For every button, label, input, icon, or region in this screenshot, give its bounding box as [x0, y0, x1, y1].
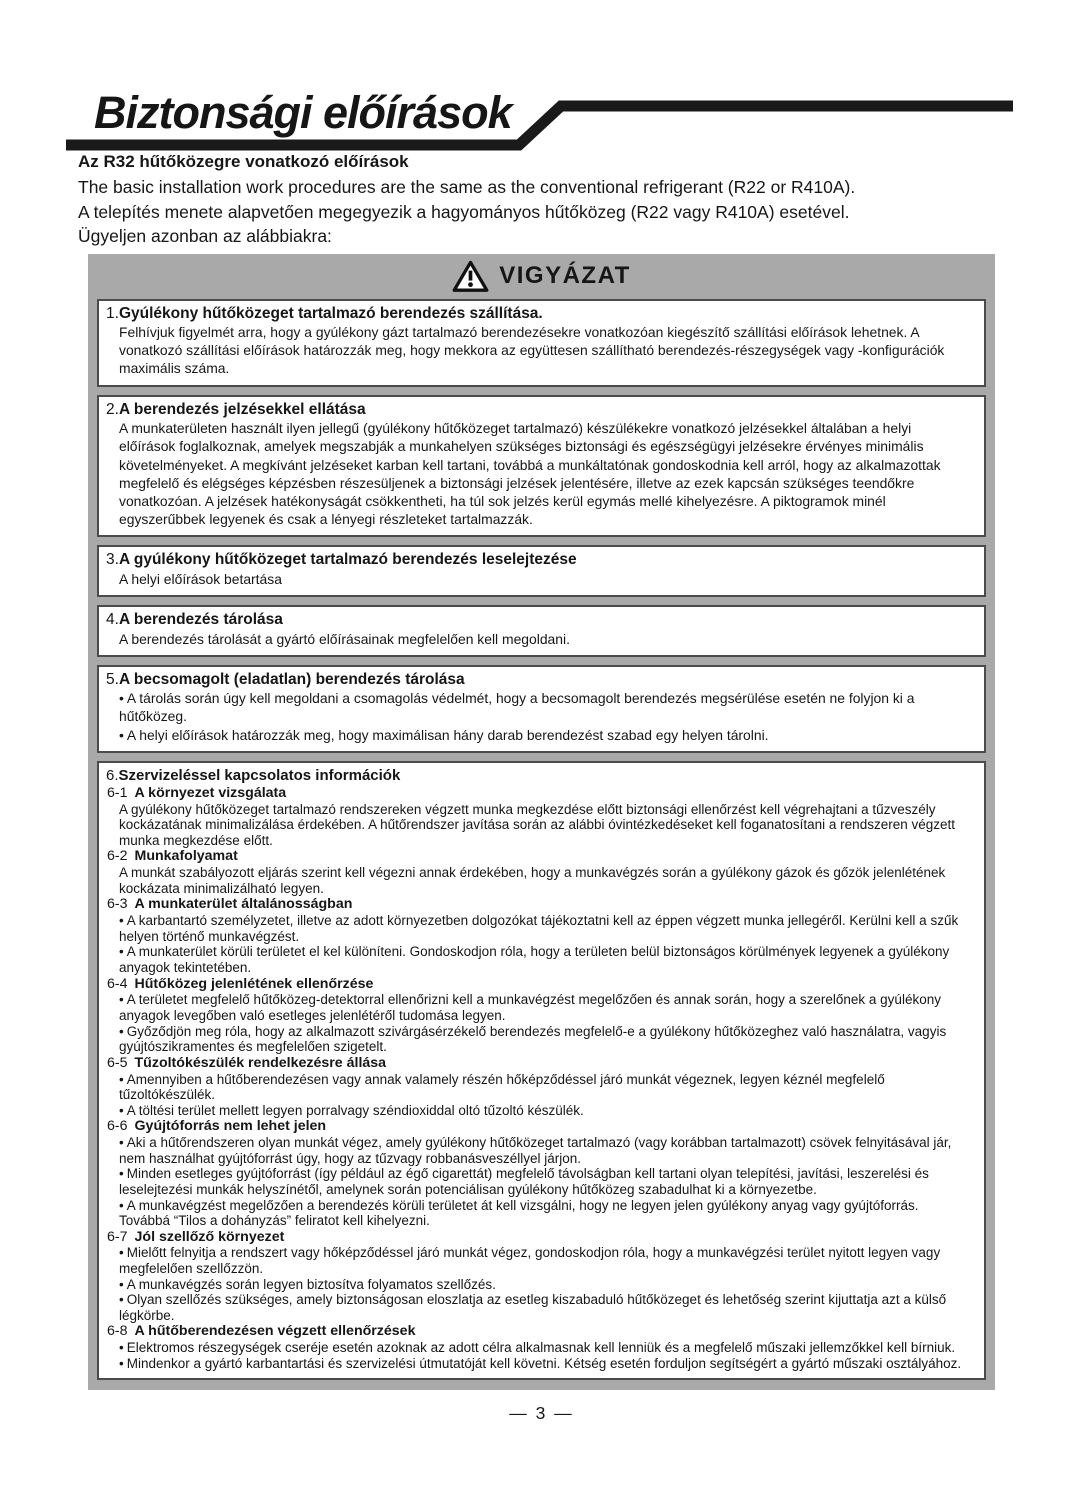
section-title: Szervizeléssel kapcsolatos információk	[118, 766, 401, 784]
section-body	[106, 323, 972, 378]
subsection-title: A hűtőberendezésen végzett ellenőrzések	[134, 1323, 416, 1340]
section-heading	[106, 550, 972, 570]
bullet-item: • A munkavégzést megelőzően a berendezés körüli területet át kell vizsgálni, hogy ne legyen jelen gyúlékony anyag vagy gyújtóforrás. Továbbá “Tilos a dohányzás” feliratot kell kihelyezni.	[119, 1198, 968, 1229]
subsection-title: Jól szellőző környezet	[134, 1228, 285, 1245]
bullet-item: • Mielőtt felnyitja a rendszert vagy hőképződéssel járó munkát végez, gondoskodjon róla, hogy a munkavégzési terület nyitott legyen vagy megfelelően szellőzzön.	[119, 1245, 968, 1276]
bullet-item: • A töltési terület mellett legyen porralvagy széndioxiddal oltó tűzoltó készülék.	[119, 1103, 968, 1119]
section-number: 1.	[106, 304, 119, 322]
subsection-title: A munkaterület általánosságban	[134, 896, 353, 913]
bullet-item: • Aki a hűtőrendszeren olyan munkát végez, amely gyúlékony hűtőközeget tartalmazó (vagy korábban tartalmazott) csövek felnyitásával jár, nem használhat gyújtóforrást úgy, hogy az tűzvagy robbanásveszéllyel járjon.	[119, 1135, 968, 1166]
section-body	[106, 570, 972, 588]
section-heading	[106, 304, 972, 324]
warning-triangle-icon	[452, 260, 489, 293]
subsection-heading	[107, 848, 972, 865]
paragraph: A munkaterületen használt ilyen jellegű (gyúlékony hűtőközeget tartalmazó) készülékekre vonatkozó jelzésekkel általában a helyi előírások foglalkoznak, amelyek megszabják a munkahelyen szükséges biztonsági és egészségügyi jelzésekre érvényes minimális követelményeket. A megkívánt jelzéseket karban kell tartani, továbbá a munkáltatónak gondoskodnia kell arról, hogy az alkalmazottak megfelelő és elégséges képzésben részesüljenek a biztonsági jelzések jelentésére, illetve az ezek kapcsán szükséges teendőkre vonatkozóan. A jelzések hatékonyságát csökkentheti, ha túl sok jelzés kerül egymás mellé kihelyezésre. A piktogramok minél egyszerűbbek legyenek és csak a lényegi részleteket tartalmazzák.	[119, 420, 941, 528]
subsection-number: 6-8	[107, 1323, 128, 1340]
section-number: 3.	[106, 551, 119, 569]
intro-line: Ügyeljen azonban az alábbiakra:	[78, 226, 332, 246]
section-heading	[106, 610, 972, 630]
section-number: 5.	[106, 670, 119, 688]
bullet-item: • Mindenkor a gyártó karbantartási és szervizelési útmutatóját kell követni. Kétség esetén forduljon segítségért a gyártó műszaki osztályához.	[119, 1356, 968, 1372]
intro-subtitle: Az R32 hűtőközegre vonatkozó előírások	[78, 152, 409, 171]
section-heading	[106, 400, 972, 420]
section-title: A becsomagolt (eladatlan) berendezés tárolása	[118, 670, 465, 688]
subsection-number: 6-1	[107, 784, 128, 801]
paragraph: Felhívjuk figyelmét arra, hogy a gyúlékony gázt tartalmazó berendezésekre vonatkozóan kiegészítő szállítási előírások lehetnek. A vonatkozó szállítási előírások határozzák meg, hogy mekkora az együttesen szállítható berendezés-részegységek vagy -konfigurációk maximális száma.	[119, 324, 945, 377]
subsection-heading	[107, 1323, 972, 1340]
warning-section-box	[97, 665, 986, 753]
section-heading	[106, 766, 972, 785]
bullet-item: • Olyan szellőzés szükséges, amely biztonságosan eloszlatja az esetleg kiszabaduló hűtőközeget és lehetőség szerint kijuttatja azt a külső légkörbe.	[119, 1292, 968, 1323]
section-body	[106, 785, 972, 1372]
warning-section-box	[97, 545, 986, 597]
bullet-item: • A munkavégzés során legyen biztosítva folyamatos szellőzés.	[119, 1277, 968, 1293]
warning-header	[97, 254, 986, 299]
warning-section-box	[97, 299, 986, 387]
intro-section	[78, 152, 1023, 249]
warning-section-box	[97, 605, 986, 657]
warning-section-box	[97, 395, 986, 538]
subsection-number: 6-2	[107, 848, 128, 865]
subsection-heading	[107, 976, 972, 993]
subsection-heading	[107, 1229, 972, 1246]
paragraph: A helyi előírások betartása	[119, 570, 282, 587]
subsection-heading	[107, 896, 972, 913]
page-number: — 3 —	[509, 1403, 574, 1423]
bullet-item: • Győződjön meg róla, hogy az alkalmazott szivárgásérzékelő berendezés megfelelő-e a gyúlékony hűtőközeghez való használatra, vagyis gyújtószikramentes és megfelelően szigetelt.	[119, 1024, 968, 1055]
section-number: 4.	[106, 611, 119, 629]
bullet-item: • A tárolás során úgy kell megoldani a csomagolás védelmét, hogy a becsomagolt berendezés megsérülése esetén ne folyjon ki a hűtőközeg.	[119, 689, 968, 725]
bullet-item: • A területet megfelelő hűtőközeg-detektorral ellenőrizni kell a munkavégzést megelőzően és annak során, hogy a szerelőnek a gyúlékony anyagok levegőben való esetleges jelenlétéről tudomása legyen.	[119, 992, 968, 1023]
bullet-item: • A karbantartó személyzetet, illetve az adott környezetben dolgozókat tájékoztatni kell az éppen végzett munka jellegéről. Kerülni kell a szűk helyen történő munkavégzést.	[119, 913, 968, 944]
bullet-item: • A munkaterület körüli területet el kel különíteni. Gondoskodjon róla, hogy a területen belül biztonságos körülmények legyenek a gyúlékony anyagok tekintetében.	[119, 944, 968, 975]
page-title: Biztonsági előírások	[94, 87, 512, 138]
section-title: A berendezés jelzésekkel ellátása	[118, 400, 366, 418]
subsection-heading	[107, 1118, 972, 1135]
section-title: A berendezés tárolása	[118, 611, 283, 629]
subsection-number: 6-3	[107, 896, 128, 913]
subsection-title: Gyújtóforrás nem lehet jelen	[134, 1118, 327, 1135]
section-body	[106, 630, 972, 648]
intro-line: The basic installation work procedures are the same as the conventional refrigerant (R22 or R410A).	[78, 177, 856, 197]
subsection-heading	[107, 1055, 972, 1072]
paragraph: A munkát szabályozott eljárás szerint kell végezni annak érdekében, hogy a munkavégzés során a gyúlékony gázok és gőzök jelenlétének kockázata minimalizálható legyen.	[119, 865, 946, 896]
warning-label: VIGYÁZAT	[499, 262, 631, 289]
subsection-number: 6-5	[107, 1054, 128, 1071]
subsection-title: Munkafolyamat	[134, 848, 238, 865]
intro-line: A telepítés menete alapvetően megegyezik a hagyományos hűtőközeg (R22 vagy R410A) esetével.	[78, 201, 850, 222]
subsection-title: Tűzoltókészülék rendelkezésre állása	[134, 1054, 387, 1071]
warning-section-box	[97, 761, 986, 1381]
bullet-item: • Elektromos részegységek cseréje esetén azoknak az adott célra alkalmasnak kell lenniük és a megfelelő műszaki jellemzőkkel kell bírniuk.	[119, 1340, 968, 1356]
bullet-item: • Minden esetleges gyújtóforrást (így például az égő cigarettát) megfelelő távolságban kell tartani olyan telepítési, javítási, leszerelési és leselejtezési munkák helyszínétől, amelynek során potenciálisan gyúlékony hűtőközeg szabadulhat ki a környezetbe.	[119, 1166, 968, 1197]
subsection-number: 6-4	[107, 975, 128, 992]
section-heading	[106, 670, 972, 690]
warning-sections	[97, 299, 986, 1381]
subsection-title: A környezet vizsgálata	[134, 784, 287, 801]
bullet-item: • Amennyiben a hűtőberendezésen vagy annak valamely részén hőképződéssel járó munkát végeznek, legyen kéznél megfelelő tűzoltókészülék.	[119, 1072, 968, 1103]
bullet-item: • A helyi előírások határozzák meg, hogy maximálisan hány darab berendezést szabad egy helyen tárolni.	[119, 726, 968, 744]
page-footer	[0, 1403, 1083, 1424]
subsection-number: 6-6	[107, 1118, 128, 1135]
paragraph: A gyúlékony hűtőközeget tartalmazó rendszereken végzett munka megkezdése előtt biztonsági ellenőrzést kell végrehajtani a tűzveszély kockázatának minimalizálása érdekében. A hűtőrendszer javítása során az alábbi óvintézkedéseket kell foganatosítani a rendszeren végzett munka megkezdése előtt.	[119, 801, 955, 848]
warning-panel	[88, 254, 995, 1391]
section-title: A gyúlékony hűtőközeget tartalmazó berendezés leselejtezése	[118, 551, 577, 569]
paragraph: A berendezés tárolását a gyártó előírásainak megfelelően kell megoldani.	[119, 630, 570, 647]
section-body	[106, 419, 972, 528]
section-body	[106, 689, 972, 744]
subsection-number: 6-7	[107, 1228, 128, 1245]
page-header	[0, 0, 1083, 152]
section-number: 6.	[106, 766, 119, 784]
subsection-heading	[107, 785, 972, 802]
section-title: Gyúlékony hűtőközeget tartalmazó berendezés szállítása.	[118, 304, 543, 322]
section-number: 2.	[106, 400, 119, 418]
subsection-title: Hűtőközeg jelenlétének ellenőrzése	[134, 975, 374, 992]
